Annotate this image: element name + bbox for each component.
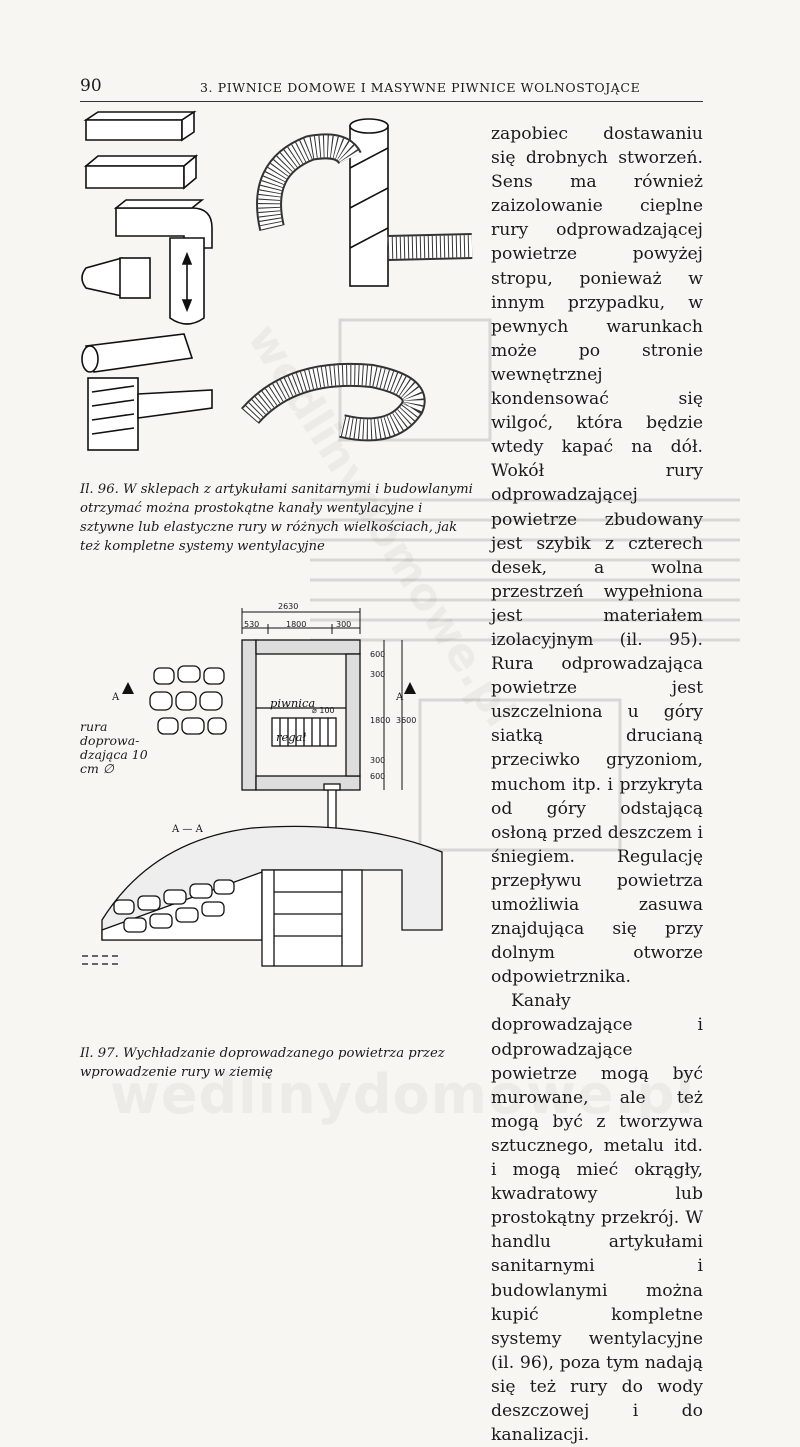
dim-h5: 600 (370, 772, 386, 781)
shelf-label: regał (276, 730, 307, 744)
dim-total-width: 2630 (278, 602, 299, 611)
dim-w1: 530 (244, 620, 260, 629)
plan-cellar-walls (242, 640, 360, 790)
dim-w2: 1800 (286, 620, 307, 629)
dim-w3: 300 (336, 620, 352, 629)
body-paragraph-1: zapobiec dostawaniu się drobnych stworzeń. Sens ma również zaizolowanie cieplne rury odprowadzającej powietrze powyżej stropu, ponieważ w innym przypadku, w pewnych warunkach może po stronie wewnętrznej kondensować się wilgoć, która będzie wtedy kapać na dół. Wokół rury odprowadzającej powietrze zbudowany jest szybik z czterech desek, a wolna przestrzeń wypełniona jest materiałem izolacyjnym (il. 95). Rura odprowadzająca powietrze jest uszczelniona u góry siatką drucianą przeciwko gryzoniom, muchom itp. i przykryta od góry odstającą osłoną przed deszczem i śniegiem. Regulację przepływu powietrza umożliwia zasuwa znajdująca się przy dolnym otworze odpowietrznika. (491, 124, 703, 988)
header-rule (80, 101, 703, 102)
cellar-room-label: piwnica (270, 696, 316, 710)
figure-97-cellar-plan-section (62, 600, 472, 1030)
figure-97-caption: Il. 97. Wychładzanie doprowadzanego powietrza przez wprowadzenie rury w ziemię (80, 1046, 445, 1080)
dim-h4: 300 (370, 756, 386, 765)
dim-h1: 600 (370, 650, 386, 659)
rectangular-ducts (82, 112, 212, 450)
dim-total-height: 3600 (396, 716, 417, 725)
dim-pipe: ⌀ 100 (312, 706, 335, 715)
running-title: 3. PIWNICE DOMOWE I MASYWNE PIWNICE WOLNOSTOJĄCE (200, 80, 641, 95)
section-marker-left: A (112, 692, 120, 703)
figure-96-caption: Il. 96. W sklepach z artykułami sanitarnymi i budowlanymi otrzymać można prostokątne kanały wentylacyjne i sztywne lub elastyczne rury w różnych wielkościach, jak też kompletne systemy wentylacyjne (80, 482, 473, 554)
section-label: A — A (172, 824, 203, 835)
watermark-bottom (110, 1063, 695, 1126)
dim-h3: 1800 (370, 716, 391, 725)
figure-96-ventilation-parts (72, 108, 477, 460)
body-text-column (491, 122, 703, 1447)
section-marker-right: A (396, 692, 404, 703)
page-number: 90 (80, 76, 102, 96)
body-paragraph-2: Kanały doprowadzające i odprowadzające powietrze mogą być murowane, ale też mogą być z tworzywa sztucznego, metalu itd. i mogą mieć okrągły, kwadratowy lub prostokątny przekrój. W handlu artykułami sanitarnymi i budowlanymi można kupić kompletne systemy wentylacyjne (il. 96), poza tym nadają się też rury do wody deszczowej i do kanalizacji. (491, 991, 703, 1446)
dim-h2: 300 (370, 670, 386, 679)
pipe-label: rura doprowa- dzająca 10 cm ∅ (80, 719, 148, 776)
plan-stone-channel (150, 666, 226, 734)
